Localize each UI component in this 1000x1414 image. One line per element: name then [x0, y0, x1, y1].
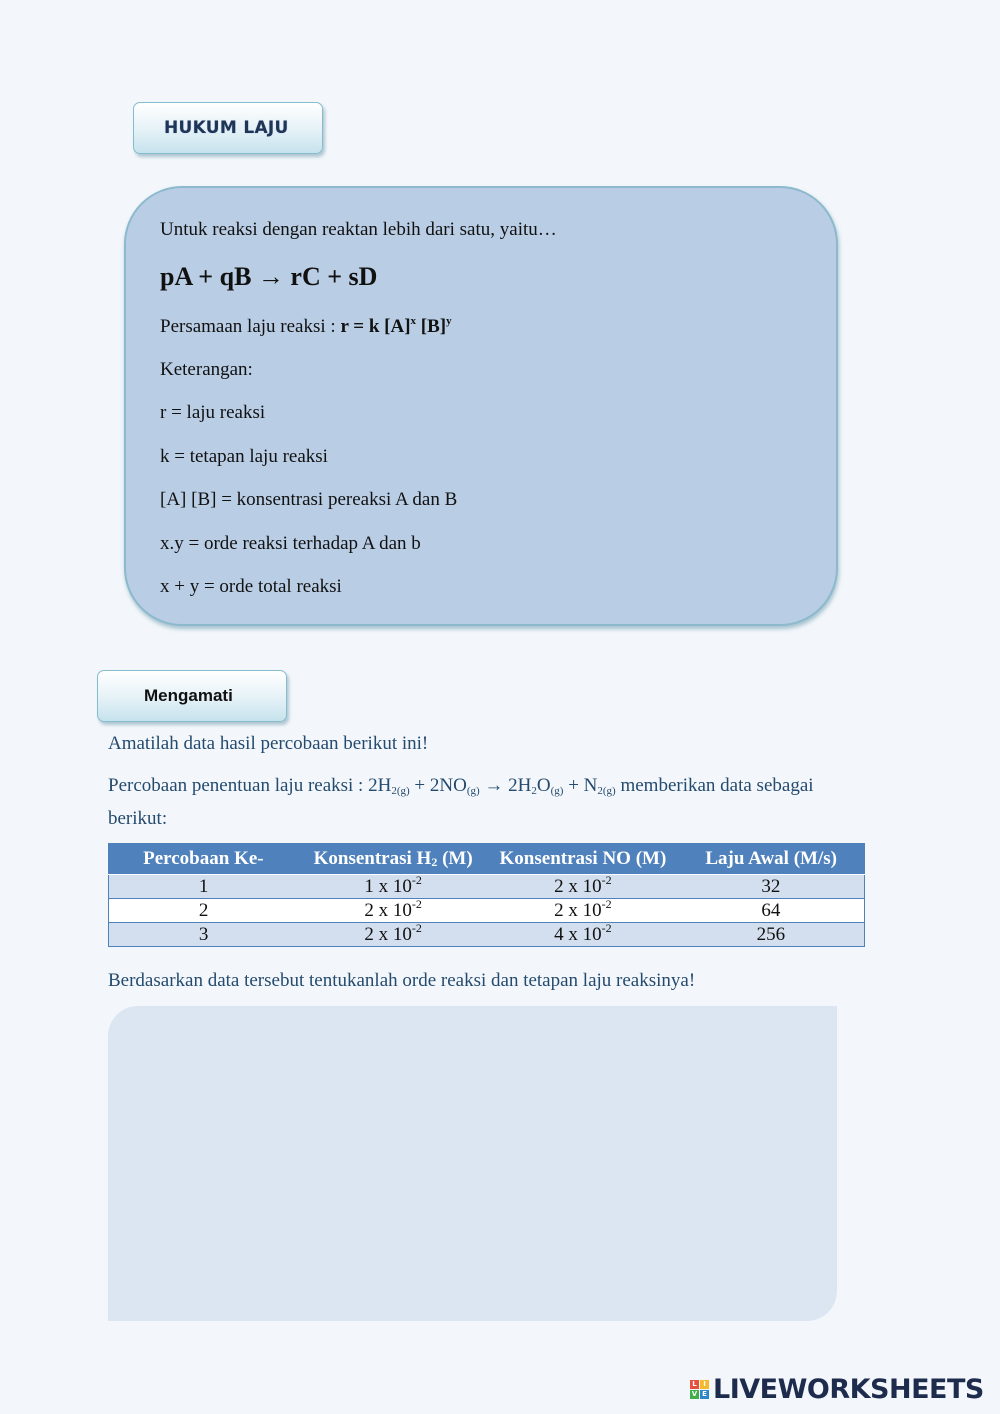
general-equation: pA + qB → rC + sD [160, 262, 378, 291]
table-row [109, 923, 865, 947]
note-item: x + y = orde total reaksi [160, 576, 342, 597]
cell-value: 2 x 10 [364, 900, 412, 921]
instruction-text: Amatilah data hasil percobaan berikut ini! [108, 733, 429, 754]
cell-h2 [298, 923, 488, 947]
header-text: Konsentrasi H [313, 848, 432, 869]
cell-value: 2 x 10 [554, 876, 602, 897]
cell-exponent: -2 [411, 897, 422, 911]
header-percobaan: Percobaan Ke- [109, 844, 299, 875]
logo-tile: I [700, 1380, 709, 1389]
cell-value: 2 x 10 [554, 900, 602, 921]
reaction-text-part: + N [563, 775, 598, 796]
cell-value: 1 x 10 [364, 876, 412, 897]
cell-rate: 32 [678, 875, 865, 899]
question-text: Berdasarkan data tersebut tentukanlah orde reaksi dan tetapan laju reaksinya! [108, 970, 696, 991]
rate-equation-label: Persamaan laju reaksi : [160, 316, 341, 337]
mengamati-tab [97, 670, 287, 722]
cell-rate: 256 [678, 923, 865, 947]
cell-trial: 3 [109, 923, 299, 947]
table-row [109, 899, 865, 923]
rate-equation [160, 316, 452, 336]
cell-value: 2 x 10 [364, 924, 412, 945]
cell-no [488, 899, 678, 923]
reaction-text-part: → 2H [479, 775, 532, 796]
experiment-data-table [108, 843, 865, 947]
cell-value: 4 x 10 [554, 924, 602, 945]
header-konsentrasi-no: Konsentrasi NO (M) [488, 844, 678, 875]
note-item: k = tetapan laju reaksi [160, 446, 328, 467]
cell-exponent: -2 [601, 897, 612, 911]
cell-h2 [298, 875, 488, 899]
rate-equation-k: r = k [A] [340, 316, 411, 337]
reaction-subscript: 2(g) [597, 785, 616, 797]
logo-tile: E [700, 1390, 709, 1399]
hukum-laju-tab [133, 102, 323, 154]
reaction-subscript: 2 [531, 785, 537, 797]
reaction-text-part: + 2NO [409, 775, 467, 796]
header-subscript: 2 [431, 855, 438, 869]
reaction-text-part: Percobaan penentuan laju reaksi : 2H [108, 775, 392, 796]
answer-input-area[interactable] [108, 1006, 837, 1321]
mengamati-label: Mengamati [144, 686, 233, 705]
rule-intro: Untuk reaksi dengan reaktan lebih dari satu, yaitu… [160, 219, 557, 240]
logo-tile: L [690, 1380, 699, 1389]
notes-heading: Keterangan: [160, 359, 253, 380]
cell-no [488, 875, 678, 899]
reaction-description [108, 772, 868, 832]
cell-rate: 64 [678, 899, 865, 923]
liveworksheets-brand [690, 1374, 984, 1405]
rate-equation-b: [B] [416, 316, 447, 337]
cell-exponent: -2 [601, 873, 612, 887]
hukum-laju-label: HUKUM LAJU [164, 118, 289, 138]
header-text: (M) [437, 848, 473, 869]
liveworksheets-logo-icon [690, 1380, 709, 1399]
reaction-text-part: memberikan data sebagai berikut: [108, 775, 814, 829]
table-row [109, 875, 865, 899]
cell-exponent: -2 [411, 921, 422, 935]
exponent-y: y [446, 315, 452, 327]
note-item: x.y = orde reaksi terhadap A dan b [160, 533, 421, 554]
cell-trial: 1 [109, 875, 299, 899]
cell-no [488, 923, 678, 947]
note-item: [A] [B] = konsentrasi pereaksi A dan B [160, 489, 458, 510]
logo-tile: V [691, 1390, 698, 1398]
cell-exponent: -2 [411, 873, 422, 887]
exponent-x: x [410, 315, 417, 327]
cell-h2 [298, 899, 488, 923]
table-header-row [109, 844, 865, 875]
reaction-subscript: (g) [466, 785, 480, 797]
brand-name: LIVEWORKSHEETS [713, 1374, 984, 1405]
header-laju-awal: Laju Awal (M/s) [678, 844, 865, 875]
reaction-text-part: O [536, 775, 551, 796]
reaction-subscript: 2(g) [391, 785, 410, 797]
header-konsentrasi-h2 [298, 844, 488, 875]
cell-trial: 2 [109, 899, 299, 923]
reaction-subscript: (g) [550, 785, 564, 797]
rate-law-box [124, 186, 838, 626]
cell-exponent: -2 [601, 921, 612, 935]
note-item: r = laju reaksi [160, 402, 266, 423]
